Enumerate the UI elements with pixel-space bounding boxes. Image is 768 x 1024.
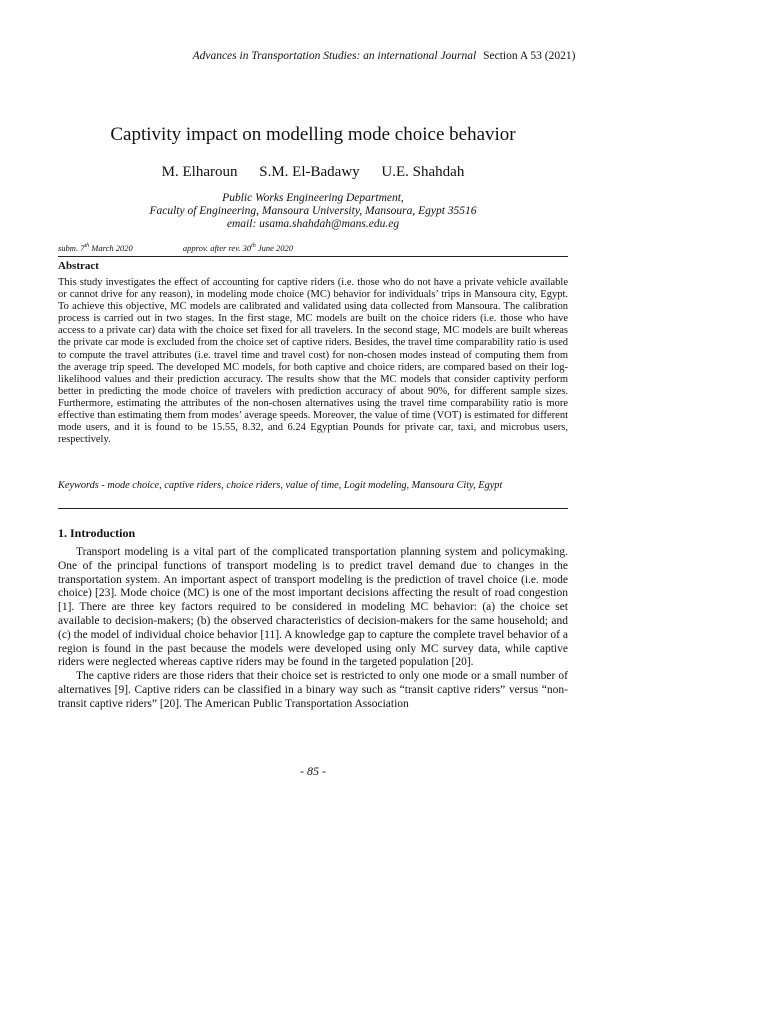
journal-header: [0, 50, 768, 62]
approved-date: approv. after rev. 30th June 2020: [182, 243, 294, 253]
paper-title: Captivity impact on modelling mode choice behavior: [110, 124, 516, 145]
author-list: [0, 164, 626, 181]
author-name: U.E. Shahdah: [381, 164, 465, 180]
affiliation: [0, 192, 626, 231]
paragraph: The captive riders are those riders that their choice set is restricted to only one mode or a small number of alternatives [9]. Captive riders can be classified in a binary way such as “transit captive riders” versus “non-transit captive riders” [20]. The American Public Transportation Association: [58, 670, 568, 710]
section-heading: 1. Introduction: [58, 526, 136, 540]
abstract-heading: Abstract: [58, 260, 99, 272]
submitted-date: subm. 7th March 2020: [58, 243, 133, 253]
paragraph: Transport modeling is a vital part of the complicated transportation planning system and policymaking. One of the principal functions of transport modeling is to predict travel demand due to changes in the transportation system. An important aspect of transport modeling is the prediction of travel choice (i.e. mode choice) [23]. Mode choice (MC) is one of the most important decisions affecting the result of road congestion [1]. There are three key factors required to be considered in modeling MC behavior: (a) the choice set available to decision-makers; (b) the observed characteristics of decision-makers for the same household; and (c) the model of individual choice behavior [11]. A knowledge gap to capture the complete travel behavior of a region is found in the past because the models were developed using only MC survey data, while captive riders were neglected whereas captive riders may be found in the targeted population [20].: [58, 546, 568, 669]
divider: [58, 508, 568, 509]
divider: [58, 256, 568, 257]
affiliation-department: Public Works Engineering Department,: [222, 192, 404, 204]
journal-name: Advances in Transportation Studies: an international Journal: [192, 50, 477, 62]
page-number: - 85 -: [300, 764, 326, 778]
affiliation-faculty: Faculty of Engineering, Mansoura University, Mansoura, Egypt 35516: [149, 205, 477, 217]
introduction-body: [58, 546, 568, 712]
keywords: Keywords - mode choice, captive riders, choice riders, value of time, Logit modeling, Mansoura City, Egypt: [58, 480, 503, 491]
author-name: S.M. El-Badawy: [259, 164, 360, 180]
abstract-body: This study investigates the effect of accounting for captive riders (i.e. those who do not have a private vehicle available or cannot drive for any reason), in modeling mode choice (MC) behavior for individuals’ trips in Mansoura city, Egypt. To achieve this objective, MC models are calibrated and validated using data collected from Mansoura. The calibration process is carried out in two stages. In the first stage, MC models are built on the choice riders (i.e. those who have access to a private car) data with the choice set fixed for all travelers. In the second stage, MC models are built whereas the private car mode is excluded from the choice set of captive riders. Besides, the travel time comparability ratio is used to compute the travel attributes (i.e. travel time and travel cost) for non-chosen modes instead of computing them from the average trip speed. The developed MC models, for both captive and choice riders, are compared based on their log-likelihood values and their prediction accuracy. The results show that the MC models that consider captivity perform better in predicting the mode choice of travelers with prediction accuracy of about 90%, for different sample sizes. Furthermore, estimating the attributes of the non-chosen alternatives using the travel time comparability ratio is more effective than estimating them from modes’ average speeds. Moreover, the value of time (VOT) is estimated for different mode users, and it is found to be 15.55, 8.32, and 6.24 Egyptian Pounds for private car, taxi, and microbus users, respectively.: [58, 277, 568, 446]
author-name: M. Elharoun: [161, 164, 238, 180]
journal-section: Section A 53 (2021): [483, 50, 576, 62]
submission-dates: [58, 243, 293, 253]
affiliation-email: email: usama.shahdah@mans.edu.eg: [226, 218, 400, 230]
